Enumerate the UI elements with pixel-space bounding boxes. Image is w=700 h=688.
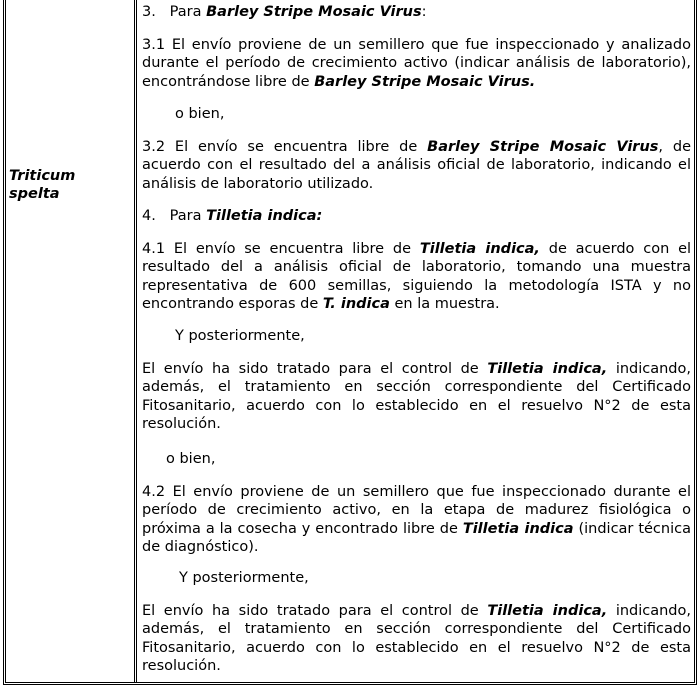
section-3-2-rest: , de acuerdo con el resultado del a análisis oficial de laboratorio, indicando el análisis de laboratorio utilizado. (142, 139, 692, 192)
section-3-virus: Barley Stripe Mosaic Virus (206, 4, 422, 20)
section-3-2 (142, 138, 691, 193)
requirements-table (3, 0, 697, 685)
section-4-1 (142, 240, 691, 314)
section-4-1-abbrev: T. indica (322, 296, 390, 313)
treatment-2-pathogen: Tilletia indica, (487, 603, 608, 619)
species-genus: Triticum (9, 168, 76, 184)
section-4-2 (142, 483, 691, 557)
section-3-1 (142, 36, 691, 91)
section-4-1-text: 4.1 El envío se encuentra libre de (142, 241, 420, 257)
species-epithet: spelta (9, 186, 60, 202)
section-4-1-rest: de acuerdo con el resultado del a análisis oficial de laboratorio, tomando una muestra representativa de 600 semillas, siguiendo la metodología ISTA y no encontrando esporas de (142, 241, 692, 313)
treatment-1-text: El envío ha sido tratado para el control de (142, 361, 488, 377)
section-4-prefix: Para (169, 208, 202, 224)
section-4-1-end: en la muestra. (389, 296, 500, 313)
section-3-2-text: 3.2 El envío se encuentra libre de (142, 139, 428, 155)
section-4-heading (142, 207, 691, 225)
treatment-2-text: El envío ha sido tratado para el control de (142, 603, 488, 619)
section-4-number: 4. (142, 208, 156, 224)
section-4-2-pathogen: Tilletia indica (462, 520, 574, 537)
treatment-1-rest: indicando, además, el tratamiento en sección correspondiente del Certificado Fitosanitario, acuerdo con lo establecido en el resuelvo N°2 de esta resolución. (142, 361, 691, 433)
section-4-2-text: 4.2 El envío proviene de un semillero que fue inspeccionado durante el período de crecimiento activo, en la etapa de madurez fisiológica o próxima a la cosecha y encontrado libre de (142, 484, 691, 537)
y-posteriormente-2: Y posteriormente, (179, 570, 309, 586)
species-name (9, 167, 75, 203)
section-3-1-virus: Barley Stripe Mosaic Virus. (314, 73, 536, 90)
section-4-pathogen: Tilletia indica: (206, 208, 323, 224)
section-3-suffix: : (421, 4, 427, 20)
section-4-2-rest: (indicar técnica de diagnóstico). (142, 520, 691, 556)
section-3-number: 3. (142, 4, 156, 20)
section-3-1-text: 3.1 El envío proviene de un semillero que fue inspeccionado y analizado durante el período de crecimiento activo (indicar análisis de laboratorio), encontrándose libre de (142, 37, 691, 90)
treatment-1-pathogen: Tilletia indica, (487, 361, 608, 377)
treatment-1 (142, 360, 691, 434)
section-3-2-virus: Barley Stripe Mosaic Virus (427, 139, 659, 155)
species-column (6, 0, 137, 682)
o-bien-1: o bien, (175, 106, 225, 122)
treatment-2-rest: indicando, además, el tratamiento en sección correspondiente del Certificado Fitosanitario, acuerdo con lo establecido en el resuelvo N°2 de esta resolución. (142, 603, 691, 675)
section-3-prefix: Para (169, 4, 202, 20)
treatment-2 (142, 602, 691, 676)
section-4-1-pathogen: Tilletia indica, (419, 241, 540, 257)
y-posteriormente-1: Y posteriormente, (175, 328, 305, 344)
section-3-heading (142, 3, 691, 21)
o-bien-2: o bien, (166, 451, 216, 467)
